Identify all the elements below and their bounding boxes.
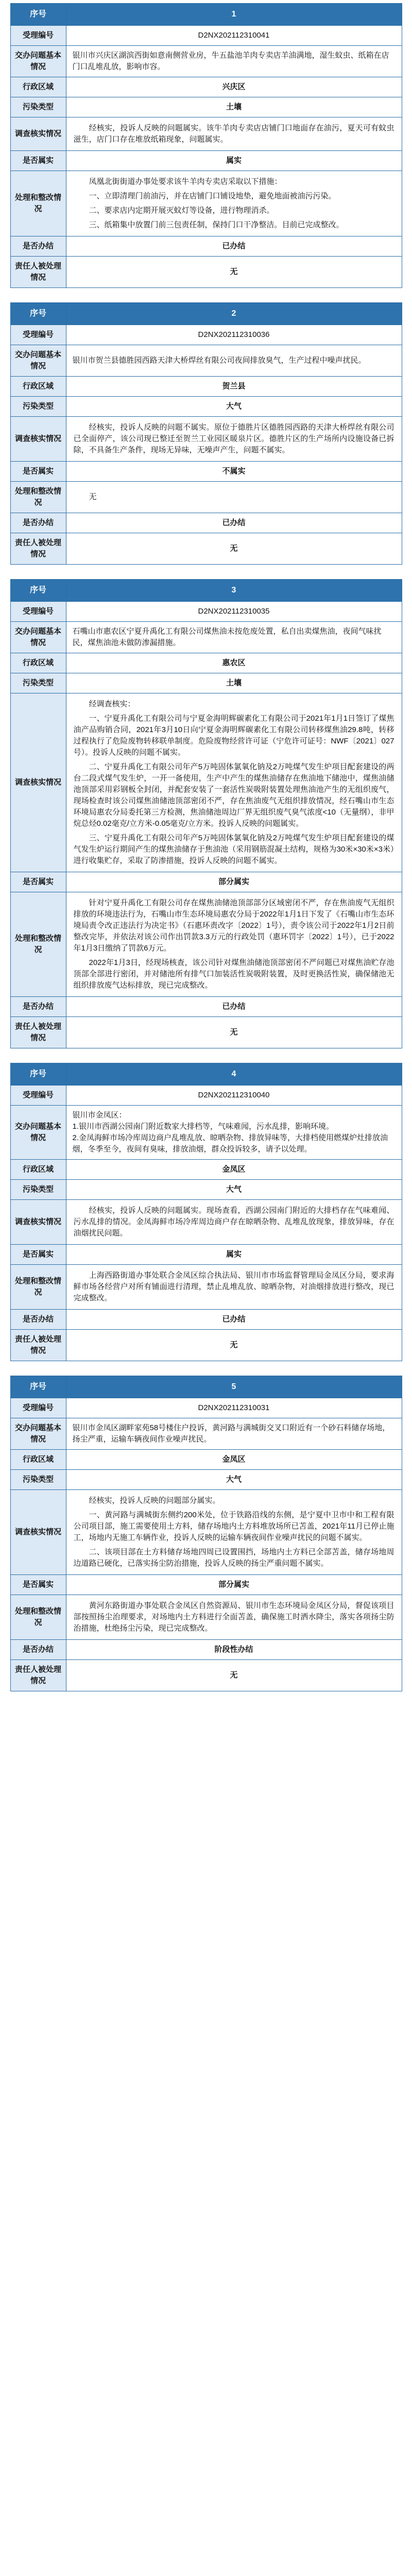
is-true-value: 属实 xyxy=(66,1245,402,1265)
label-accept-no: 受理编号 xyxy=(10,26,66,46)
label-accept-no: 受理编号 xyxy=(10,1086,66,1106)
label-investigation: 调查核实情况 xyxy=(10,693,66,872)
label-investigation: 调查核实情况 xyxy=(10,417,66,462)
handling-paragraph: 二、要求店内定期开展灭蚊灯等设备，进行物理消杀。 xyxy=(89,206,274,215)
label-basic: 交办问题基本情况 xyxy=(10,345,66,377)
investigation-paragraph: 二、该项目部在土方料储存场地四周已设置围挡，场地内土方料已全部苫盖，储存场地周边道路已硬化，已落实扬尘防治措施，投诉人反映的扬尘严重问题不属实。 xyxy=(73,1548,394,1568)
admin-area-value: 兴庆区 xyxy=(66,77,402,97)
label-handling: 处理和整改情况 xyxy=(10,171,66,236)
case-table xyxy=(10,1063,402,1361)
label-accept-no: 受理编号 xyxy=(10,1398,66,1418)
row-is-closed xyxy=(10,513,402,533)
pollution-type-value: 土壤 xyxy=(66,97,402,117)
label-pollution-type: 污染类型 xyxy=(10,1180,66,1200)
label-accountable: 责任人被处理情况 xyxy=(10,1017,66,1048)
accept-no-value: D2NX202112310040 xyxy=(66,1086,402,1106)
row-seq xyxy=(10,1376,402,1398)
is-true-value: 属实 xyxy=(66,151,402,171)
label-is-closed: 是否办结 xyxy=(10,1640,66,1660)
accept-no-value: D2NX202112310041 xyxy=(66,26,402,46)
pollution-type-value: 大气 xyxy=(66,397,402,417)
label-seq: 序号 xyxy=(10,1063,66,1086)
case-table xyxy=(10,1376,402,1691)
row-pollution-type xyxy=(10,1470,402,1490)
row-is-closed xyxy=(10,236,402,257)
label-handling: 处理和整改情况 xyxy=(10,892,66,997)
handling-value xyxy=(66,171,402,236)
admin-area-value: 惠农区 xyxy=(66,653,402,673)
label-is-true: 是否属实 xyxy=(10,462,66,482)
investigation-paragraph: 经核实，投诉人反映的问题不属实。原位于德胜片区德胜园西路的天津大桥焊丝有限公司已全面停产，该公司现已整迁至贺兰工业园区暖泉片区。德胜片区的生产场所内设施设备已拆除，不具备生产条件，现场无异味，无噪声产生，问题不属实。 xyxy=(73,423,394,454)
investigation-value xyxy=(66,1200,402,1245)
label-investigation: 调查核实情况 xyxy=(10,117,66,151)
label-seq: 序号 xyxy=(10,303,66,325)
label-accept-no: 受理编号 xyxy=(10,602,66,622)
label-admin-area: 行政区域 xyxy=(10,377,66,397)
case-table xyxy=(10,302,402,565)
is-closed-value: 已办结 xyxy=(66,513,402,533)
admin-area-value: 贺兰县 xyxy=(66,377,402,397)
row-basic xyxy=(10,1106,402,1160)
investigation-paragraph: 经调查核实： xyxy=(89,700,135,708)
label-admin-area: 行政区域 xyxy=(10,1160,66,1180)
investigation-paragraph: 经核实，投诉人反映的问题属实。该牛羊肉专卖店店铺门口地面存在油污，夏天可有蚊虫滋生，店门口存在堆放纸箱现象，问题属实。 xyxy=(73,124,394,144)
label-accountable: 责任人被处理情况 xyxy=(10,533,66,565)
row-admin-area xyxy=(10,1160,402,1180)
label-is-closed: 是否办结 xyxy=(10,1310,66,1330)
row-accountable xyxy=(10,1330,402,1361)
row-handling xyxy=(10,171,402,236)
handling-paragraph: 针对宁夏升禹化工有限公司存在煤焦油储池顶部部分区域密闭不严，存在焦油废气无组织排放的环境违法行为，石嘴山市生态环境局惠农分局于2022年1月1日下发了《石嘴山市生态环境局责令改正违法行为决定书》（石惠环责改字〔2022〕1号），责令该公司于2022年1月2日前整改完毕，并依法对该公司作出罚款3.3万元的行政处罚（惠环罚字〔2022〕1号），已于2022年1月3日缴纳了罚款6万元。 xyxy=(73,899,394,953)
label-investigation: 调查核实情况 xyxy=(10,1490,66,1575)
admin-area-value: 金凤区 xyxy=(66,1450,402,1470)
row-accept-no xyxy=(10,26,402,46)
row-accept-no xyxy=(10,1086,402,1106)
label-admin-area: 行政区域 xyxy=(10,77,66,97)
label-is-true: 是否属实 xyxy=(10,1575,66,1595)
label-pollution-type: 污染类型 xyxy=(10,1470,66,1490)
row-is-true xyxy=(10,1245,402,1265)
case-separator xyxy=(0,1048,412,1063)
handling-paragraph: 一、立即清理门前油污，并在店铺门口铺设地垫，避免地面被油污污染。 xyxy=(89,192,336,200)
accept-no-value: D2NX202112310031 xyxy=(66,1398,402,1418)
label-accountable: 责任人被处理情况 xyxy=(10,257,66,288)
row-is-true xyxy=(10,1575,402,1595)
basic-info-value: 石嘴山市惠农区宁夏升禹化工有限公司煤焦油未按危废处置，私自出卖煤焦油，夜间气味扰民，煤焦油池未做防渗漏措施。 xyxy=(66,622,402,653)
row-handling xyxy=(10,1265,402,1310)
row-is-true xyxy=(10,872,402,892)
row-admin-area xyxy=(10,377,402,397)
is-true-value: 部分属实 xyxy=(66,1575,402,1595)
handling-value xyxy=(66,482,402,513)
row-seq xyxy=(10,580,402,602)
row-admin-area xyxy=(10,1450,402,1470)
handling-value xyxy=(66,1265,402,1310)
accountable-value: 无 xyxy=(66,257,402,288)
handling-paragraph: 2022年1月3日，经现场核查，该公司针对煤焦油储池顶部密闭不严问题已对煤焦油贮存池顶部全部进行密闭，并对储池所有排气口加装活性炭吸附装置，及时更换活性炭，确保储池无组织排放废气达标排放，现已完成整改。 xyxy=(73,958,394,990)
label-pollution-type: 污染类型 xyxy=(10,97,66,117)
pollution-type-value: 大气 xyxy=(66,1180,402,1200)
label-admin-area: 行政区域 xyxy=(10,1450,66,1470)
row-seq xyxy=(10,303,402,325)
row-pollution-type xyxy=(10,673,402,693)
investigation-value xyxy=(66,117,402,151)
label-basic: 交办问题基本情况 xyxy=(10,1418,66,1450)
basic-info-value: 银川市金凤区湖畔家苑58号楼住户投诉，黄河路与满城街交叉口附近有一个砂石料储存场地，扬尘严重，运输车辆夜间作业噪声扰民。 xyxy=(66,1418,402,1450)
basic-info-value: 银川市贺兰县德胜园西路天津大桥焊丝有限公司夜间排放臭气，生产过程中噪声扰民。 xyxy=(66,345,402,377)
label-accept-no: 受理编号 xyxy=(10,325,66,345)
admin-area-value: 金凤区 xyxy=(66,1160,402,1180)
handling-paragraph: 黄河东路街道办事处联合金凤区自然资源局、银川市生态环境局金凤区分局，督促该项目部按照扬尘治理要求，对场地内土方料进行全面苫盖，确保施工时洒水降尘，落实各项扬尘防治措施，杜绝扬尘污染，现已完成整改。 xyxy=(73,1601,394,1633)
handling-paragraph: 三、纸箱集中放置门前三包责任制，保持门口干净整洁。目前已完成整改。 xyxy=(89,221,344,229)
row-seq xyxy=(10,1063,402,1086)
label-is-closed: 是否办结 xyxy=(10,513,66,533)
row-handling xyxy=(10,1595,402,1640)
investigation-paragraph: 一、黄河路与满城街东侧约200米处，位于铁路沿线的东侧，是宁夏中卫市中和工程有限公司项目部，施工需要使用土方料，储存场地内土方料堆放场所已苫盖，2021年11月已停止施工，场地内无施工车辆作业，投诉人反映的运输车辆夜间作业噪声扰民的问题不属实。 xyxy=(73,1511,394,1542)
row-is-closed xyxy=(10,1640,402,1660)
label-is-true: 是否属实 xyxy=(10,151,66,171)
row-basic xyxy=(10,622,402,653)
is-closed-value: 已办结 xyxy=(66,1310,402,1330)
row-accept-no xyxy=(10,1398,402,1418)
handling-paragraph: 上海西路街道办事处联合金凤区综合执法局、银川市市场监督管理局金凤区分局，要求海鲜市场各经营户对所有铺面进行清理，禁止乱堆乱放、晾晒杂物，对油烟排放进行整改，现已完成整改。 xyxy=(73,1271,394,1302)
case-separator xyxy=(0,288,412,302)
label-investigation: 调查核实情况 xyxy=(10,1200,66,1245)
case-table xyxy=(10,3,402,288)
pollution-type-value: 土壤 xyxy=(66,673,402,693)
handling-value xyxy=(66,1595,402,1640)
label-is-true: 是否属实 xyxy=(10,872,66,892)
label-accountable: 责任人被处理情况 xyxy=(10,1660,66,1691)
accept-no-value: D2NX202112310036 xyxy=(66,325,402,345)
row-investigation xyxy=(10,417,402,462)
label-basic: 交办问题基本情况 xyxy=(10,1106,66,1160)
row-handling xyxy=(10,482,402,513)
investigation-paragraph: 经核实，投诉人反映的问题部分属实。 xyxy=(89,1496,220,1505)
label-accountable: 责任人被处理情况 xyxy=(10,1330,66,1361)
label-is-closed: 是否办结 xyxy=(10,236,66,257)
row-admin-area xyxy=(10,77,402,97)
is-true-value: 不属实 xyxy=(66,462,402,482)
row-accountable xyxy=(10,1017,402,1048)
label-pollution-type: 污染类型 xyxy=(10,673,66,693)
label-is-true: 是否属实 xyxy=(10,1245,66,1265)
row-is-closed xyxy=(10,997,402,1017)
row-accountable xyxy=(10,1660,402,1691)
handling-value xyxy=(66,892,402,997)
row-admin-area xyxy=(10,653,402,673)
row-investigation xyxy=(10,117,402,151)
row-pollution-type xyxy=(10,1180,402,1200)
investigation-paragraph: 经核实，投诉人反映的问题属实。现场查看，西湖公园南门附近的大排档存在气味难闻、污水乱排的情况。金凤海鲜市场冷库周边商户存在晾晒杂物、乱堆乱放现象，排放异味，存在油烟扰民问题。 xyxy=(73,1206,394,1238)
label-basic: 交办问题基本情况 xyxy=(10,622,66,653)
row-investigation xyxy=(10,1200,402,1245)
case-seq-value: 1 xyxy=(66,4,402,26)
row-basic xyxy=(10,46,402,77)
case-seq-value: 4 xyxy=(66,1063,402,1086)
row-accountable xyxy=(10,533,402,565)
label-is-closed: 是否办结 xyxy=(10,997,66,1017)
case-separator xyxy=(0,1361,412,1376)
label-admin-area: 行政区域 xyxy=(10,653,66,673)
label-handling: 处理和整改情况 xyxy=(10,1595,66,1640)
label-seq: 序号 xyxy=(10,580,66,602)
basic-info-value: 银川市金凤区： 1.银川市西湖公园南门附近数家大排档等，气味难闻，污水乱排，影响环境。 2.金凤海鲜市场冷库周边商户乱堆乱放、晾晒杂物、排放异味等，大排档使用燃煤炉灶排放油烟，冬季至今，夜间有臭味，排放油烟，群众投诉较多，请予以处理。 xyxy=(66,1106,402,1160)
row-pollution-type xyxy=(10,397,402,417)
row-accept-no xyxy=(10,602,402,622)
label-basic: 交办问题基本情况 xyxy=(10,46,66,77)
accountable-value: 无 xyxy=(66,1017,402,1048)
investigation-paragraph: 一、宁夏升禹化工有限公司与宁夏金海明辉碳素化工有限公司于2021年1月1日签订了煤焦油产品购销合同，2021年3月10日向宁夏金海明辉碳素化工有限公司转移煤焦油29.8吨，转移过程执行了危险废物转移联单制度。危险废物经营许可证（宁危许可证号：NWF〔2021〕027号）。投诉人反映的问题不属实。 xyxy=(73,714,394,757)
is-closed-value: 阶段性办结 xyxy=(66,1640,402,1660)
handling-paragraph: 凤凰北街街道办事处要求该牛羊肉专卖店采取以下措施： xyxy=(89,177,282,186)
case-separator xyxy=(0,565,412,579)
row-accountable xyxy=(10,257,402,288)
case-seq-value: 3 xyxy=(66,580,402,602)
investigation-value xyxy=(66,693,402,872)
investigation-paragraph: 二、宁夏升禹化工有限公司年产5万吨固体氯氧化钠及2万吨煤气发生炉项目配套建设的两台二段式煤气发生炉，一开一备使用，生产中产生的煤焦油储存在焦油地下储池中，煤焦油储池顶部采用彩钢板全封闭，并配套安装了一套活性炭吸附装置处理焦油池产生的无组织废气，现场检查时该公司煤焦油储池顶部密闭不严，存在焦油废气无组织排放情况，经石嘴山市生态环境局惠农分局委托第三方检测，焦油储池周边厂界无组织废气臭气浓度<10（无量纲），非甲烷总烃0.02毫克/立方米-0.05毫克/立方米。投诉人反映的问题属实。 xyxy=(73,762,394,828)
row-is-true xyxy=(10,151,402,171)
label-seq: 序号 xyxy=(10,4,66,26)
handling-paragraph: 无 xyxy=(89,493,97,501)
label-seq: 序号 xyxy=(10,1376,66,1398)
investigation-value xyxy=(66,417,402,462)
pollution-type-value: 大气 xyxy=(66,1470,402,1490)
row-handling xyxy=(10,892,402,997)
is-closed-value: 已办结 xyxy=(66,236,402,257)
row-is-true xyxy=(10,462,402,482)
accountable-value: 无 xyxy=(66,1660,402,1691)
case-table xyxy=(10,579,402,1048)
accept-no-value: D2NX202112310035 xyxy=(66,602,402,622)
label-pollution-type: 污染类型 xyxy=(10,397,66,417)
case-seq-value: 5 xyxy=(66,1376,402,1398)
row-pollution-type xyxy=(10,97,402,117)
investigation-paragraph: 三、宁夏升禹化工有限公司年产5万吨固体氯氧化钠及2万吨煤气发生炉项目配套建设的煤气发生炉运行期间产生的煤焦油储存于焦油池（采用钢筋混凝土结构，规格为30米×30米×3米）进行收集贮存，采取了防渗措施，投诉人反映的问题不属实。 xyxy=(73,834,394,865)
row-accept-no xyxy=(10,325,402,345)
label-handling: 处理和整改情况 xyxy=(10,482,66,513)
label-handling: 处理和整改情况 xyxy=(10,1265,66,1310)
row-investigation xyxy=(10,1490,402,1575)
basic-info-value: 银川市兴庆区湖滨西街如意南侧营业房，牛五盐池羊肉专卖店羊油满地，湿生蚊虫、纸箱在店门口乱堆乱放，影响市容。 xyxy=(66,46,402,77)
row-basic xyxy=(10,1418,402,1450)
row-is-closed xyxy=(10,1310,402,1330)
accountable-value: 无 xyxy=(66,1330,402,1361)
is-true-value: 部分属实 xyxy=(66,872,402,892)
is-closed-value: 已办结 xyxy=(66,997,402,1017)
row-seq xyxy=(10,4,402,26)
investigation-value xyxy=(66,1490,402,1575)
row-investigation xyxy=(10,693,402,872)
row-basic xyxy=(10,345,402,377)
cases-container xyxy=(0,3,412,1691)
accountable-value: 无 xyxy=(66,533,402,565)
case-seq-value: 2 xyxy=(66,303,402,325)
